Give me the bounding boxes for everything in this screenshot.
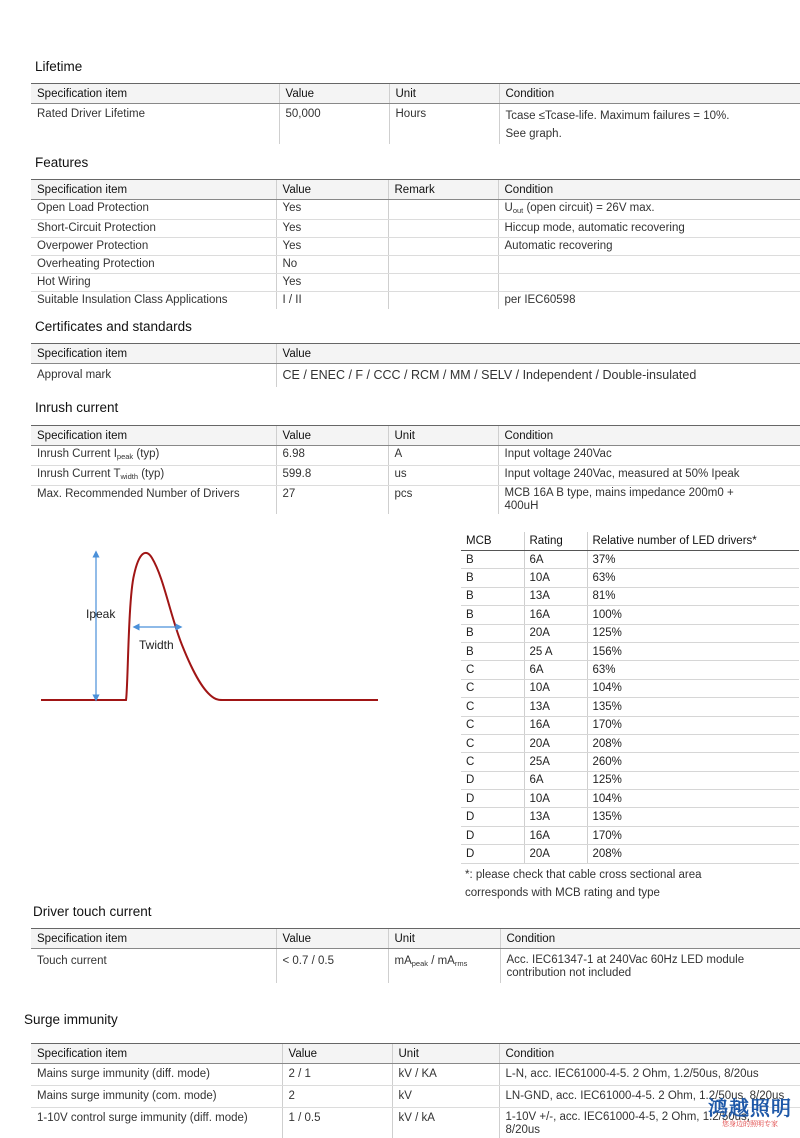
mcb-rating: 20A	[524, 624, 587, 642]
spec-condition: Hiccup mode, automatic recovering	[498, 220, 800, 238]
spec-value: Yes	[276, 200, 388, 220]
mcb-type: D	[461, 771, 524, 789]
mcb-rating: 13A	[524, 587, 587, 605]
table-row	[31, 200, 800, 220]
spec-item: Approval mark	[31, 364, 276, 388]
spec-condition	[498, 256, 800, 274]
mcb-rating: 16A	[524, 606, 587, 624]
spec-remark	[388, 274, 498, 292]
lifetime-table	[31, 83, 800, 144]
spec-item: Open Load Protection	[31, 200, 276, 220]
spec-item: Mains surge immunity (diff. mode)	[31, 1064, 282, 1086]
mcb-row	[461, 845, 799, 863]
spec-unit: kV / KA	[392, 1064, 499, 1086]
spec-value: 2	[282, 1086, 392, 1108]
mcb-type: B	[461, 551, 524, 569]
spec-unit	[388, 949, 500, 984]
table-row	[31, 949, 800, 984]
item-text: (typ)	[138, 468, 164, 480]
relative-drivers: 208%	[587, 845, 799, 863]
condition-line: MCB 16A B type, mains impedance 200m0 +	[505, 487, 795, 500]
relative-drivers: 104%	[587, 679, 799, 697]
column-header: Unit	[388, 929, 500, 949]
mcb-rating: 25 A	[524, 642, 587, 660]
spec-item: Max. Recommended Number of Drivers	[31, 486, 276, 515]
column-header: Value	[282, 1044, 392, 1064]
condition-text: (open circuit) = 26V max.	[526, 202, 654, 214]
mcb-row	[461, 642, 799, 660]
table-header-row	[31, 929, 800, 949]
mcb-rating: 16A	[524, 716, 587, 734]
uout-symbol: U	[505, 202, 513, 214]
spec-item: Rated Driver Lifetime	[31, 104, 279, 145]
watermark-slogan: 您身边的照明专家	[700, 1120, 800, 1129]
spec-item: Suitable Insulation Class Applications	[31, 292, 276, 310]
mcb-rating: 10A	[524, 679, 587, 697]
table-row	[31, 1108, 800, 1138]
spec-condition: Input voltage 240Vac, measured at 50% Ipeak	[498, 466, 800, 486]
mcb-type: B	[461, 606, 524, 624]
approval-marks: CE / ENEC / F / CCC / RCM / MM / SELV / Independent / Double-insulated	[276, 364, 800, 388]
mcb-rating: 6A	[524, 661, 587, 679]
table-row	[31, 1064, 800, 1086]
mcb-rating: 10A	[524, 790, 587, 808]
table-header-row	[31, 180, 800, 200]
touch-table	[31, 928, 800, 983]
column-header: Value	[276, 929, 388, 949]
mcb-table	[461, 532, 799, 864]
condition-line: 8/20us	[506, 1124, 795, 1137]
spec-remark	[388, 238, 498, 256]
column-header: Specification item	[31, 1044, 282, 1064]
features-title: Features	[35, 155, 88, 170]
column-header: Specification item	[31, 344, 276, 364]
lifetime-title: Lifetime	[35, 59, 82, 74]
relative-drivers: 125%	[587, 771, 799, 789]
mcb-type: D	[461, 845, 524, 863]
column-header: Unit	[392, 1044, 499, 1064]
touch-title: Driver touch current	[33, 904, 152, 919]
relative-drivers: 135%	[587, 698, 799, 716]
table-header-row	[31, 344, 800, 364]
relative-drivers: 125%	[587, 624, 799, 642]
column-header: Relative number of LED drivers*	[587, 532, 799, 551]
twidth-label: Twidth	[139, 638, 174, 652]
uout-subscript: out	[513, 206, 523, 215]
table-header-row	[31, 1044, 800, 1064]
spec-unit: Hours	[389, 104, 499, 145]
mcb-rating: 10A	[524, 569, 587, 587]
mcb-rating: 20A	[524, 734, 587, 752]
unit-subscript: peak	[412, 959, 428, 968]
mcb-row	[461, 679, 799, 697]
item-text: Inrush Current T	[37, 468, 121, 480]
inrush-title: Inrush current	[35, 400, 118, 415]
relative-drivers: 37%	[587, 551, 799, 569]
mcb-rating: 25A	[524, 753, 587, 771]
mcb-row	[461, 661, 799, 679]
watermark-text: 鸿越照明	[700, 1098, 800, 1120]
spec-value: < 0.7 / 0.5	[276, 949, 388, 984]
table-row	[31, 256, 800, 274]
spec-item: Touch current	[31, 949, 276, 984]
features-table	[31, 179, 800, 309]
relative-drivers: 104%	[587, 790, 799, 808]
spec-value: 2 / 1	[282, 1064, 392, 1086]
relative-drivers: 81%	[587, 587, 799, 605]
spec-condition	[498, 200, 800, 220]
mcb-type: C	[461, 698, 524, 716]
spec-item: Mains surge immunity (com. mode)	[31, 1086, 282, 1108]
mcb-type: D	[461, 790, 524, 808]
inrush-table	[31, 425, 800, 514]
spec-remark	[388, 200, 498, 220]
column-header: Value	[276, 426, 388, 446]
column-header: Value	[276, 344, 800, 364]
table-row	[31, 292, 800, 310]
spec-item	[31, 446, 276, 466]
mcb-type: C	[461, 734, 524, 752]
column-header: Condition	[500, 929, 800, 949]
spec-condition: Input voltage 240Vac	[498, 446, 800, 466]
relative-drivers: 135%	[587, 808, 799, 826]
spec-value: No	[276, 256, 388, 274]
spec-value: Yes	[276, 238, 388, 256]
column-header: Unit	[389, 84, 499, 104]
mcb-rating: 20A	[524, 845, 587, 863]
mcb-rating: 6A	[524, 771, 587, 789]
mcb-rating: 13A	[524, 698, 587, 716]
relative-drivers: 260%	[587, 753, 799, 771]
spec-value: Yes	[276, 220, 388, 238]
relative-drivers: 170%	[587, 716, 799, 734]
column-header: Specification item	[31, 426, 276, 446]
mcb-type: D	[461, 808, 524, 826]
relative-drivers: 156%	[587, 642, 799, 660]
table-row	[31, 486, 800, 515]
spec-condition	[500, 949, 800, 984]
spec-item: Overpower Protection	[31, 238, 276, 256]
table-row	[31, 220, 800, 238]
spec-condition: per IEC60598	[498, 292, 800, 310]
mcb-row	[461, 753, 799, 771]
column-header: Condition	[498, 180, 800, 200]
column-header: Value	[279, 84, 389, 104]
mcb-table-body	[461, 551, 799, 864]
certificates-title: Certificates and standards	[35, 319, 192, 334]
mcb-row	[461, 698, 799, 716]
item-subscript: peak	[117, 452, 133, 461]
spec-unit: pcs	[388, 486, 498, 515]
mcb-type: C	[461, 753, 524, 771]
mcb-rating: 6A	[524, 551, 587, 569]
spec-value: I / II	[276, 292, 388, 310]
mcb-footnote	[465, 866, 765, 902]
relative-drivers: 63%	[587, 569, 799, 587]
unit-subscript: rms	[455, 959, 468, 968]
mcb-type: C	[461, 679, 524, 697]
mcb-row	[461, 771, 799, 789]
item-text: (typ)	[133, 448, 159, 460]
condition-line: Acc. IEC61347-1 at 240Vac 60Hz LED module	[507, 954, 795, 967]
mcb-rating: 13A	[524, 808, 587, 826]
spec-value: Yes	[276, 274, 388, 292]
spec-unit: us	[388, 466, 498, 486]
mcb-row	[461, 826, 799, 844]
spec-item: Hot Wiring	[31, 274, 276, 292]
note-line: corresponds with MCB rating and type	[465, 884, 765, 902]
spec-condition	[499, 104, 800, 145]
column-header: Specification item	[31, 929, 276, 949]
column-header: Value	[276, 180, 388, 200]
item-text: Inrush Current I	[37, 448, 117, 460]
unit-text: mA	[395, 955, 412, 967]
spec-value: 1 / 0.5	[282, 1108, 392, 1138]
spec-unit: kV	[392, 1086, 499, 1108]
spec-item	[31, 466, 276, 486]
watermark-logo	[700, 1098, 800, 1129]
table-row	[31, 274, 800, 292]
mcb-row	[461, 587, 799, 605]
mcb-type: C	[461, 661, 524, 679]
relative-drivers: 208%	[587, 734, 799, 752]
note-line: *: please check that cable cross sectional area	[465, 866, 765, 884]
mcb-type: D	[461, 826, 524, 844]
mcb-type: B	[461, 569, 524, 587]
column-header: Remark	[388, 180, 498, 200]
column-header: Specification item	[31, 84, 279, 104]
column-header: Rating	[524, 532, 587, 551]
spec-condition	[498, 274, 800, 292]
spec-remark	[388, 220, 498, 238]
condition-line: 400uH	[505, 500, 795, 513]
table-row	[31, 104, 800, 145]
unit-text: / mA	[428, 955, 455, 967]
table-row	[31, 364, 800, 388]
table-row	[31, 238, 800, 256]
spec-value: 6.98	[276, 446, 388, 466]
column-header: MCB	[461, 532, 524, 551]
spec-item: Short-Circuit Protection	[31, 220, 276, 238]
pulse-curve	[41, 553, 378, 700]
condition-line: 1-10V +/-, acc. IEC61000-4-5, 2 Ohm, 1.2/50us,	[506, 1111, 795, 1124]
mcb-type: C	[461, 716, 524, 734]
mcb-row	[461, 606, 799, 624]
spec-unit: kV / kA	[392, 1108, 499, 1138]
surge-table	[31, 1043, 800, 1138]
mcb-row	[461, 624, 799, 642]
relative-drivers: 100%	[587, 606, 799, 624]
spec-item: 1-10V control surge immunity (diff. mode)	[31, 1108, 282, 1138]
item-subscript: width	[121, 472, 139, 481]
mcb-row	[461, 716, 799, 734]
mcb-row	[461, 551, 799, 569]
mcb-row	[461, 790, 799, 808]
mcb-row	[461, 569, 799, 587]
spec-condition	[498, 486, 800, 515]
condition-line: contribution not included	[507, 967, 795, 980]
table-header-row	[31, 84, 800, 104]
table-header-row	[31, 426, 800, 446]
table-header-row	[461, 532, 799, 551]
spec-value: 599.8	[276, 466, 388, 486]
ipeak-label: Ipeak	[86, 607, 116, 621]
spec-value: 50,000	[279, 104, 389, 145]
relative-drivers: 63%	[587, 661, 799, 679]
condition-line: See graph.	[506, 125, 795, 143]
relative-drivers: 170%	[587, 826, 799, 844]
mcb-type: B	[461, 587, 524, 605]
spec-remark	[388, 256, 498, 274]
table-row	[31, 1086, 800, 1108]
certificates-table	[31, 343, 800, 387]
inrush-pulse-graph	[36, 540, 386, 715]
condition-line: Tcase ≤Tcase-life. Maximum failures = 10%.	[506, 107, 795, 125]
column-header: Condition	[499, 84, 800, 104]
spec-value: 27	[276, 486, 388, 515]
spec-condition: L-N, acc. IEC61000-4-5. 2 Ohm, 1.2/50us, 8/20us	[499, 1064, 800, 1086]
table-row	[31, 466, 800, 486]
mcb-row	[461, 734, 799, 752]
column-header: Specification item	[31, 180, 276, 200]
spec-item: Overheating Protection	[31, 256, 276, 274]
column-header: Condition	[498, 426, 800, 446]
spec-unit: A	[388, 446, 498, 466]
mcb-row	[461, 808, 799, 826]
column-header: Unit	[388, 426, 498, 446]
surge-title: Surge immunity	[24, 1012, 118, 1027]
mcb-rating: 16A	[524, 826, 587, 844]
table-row	[31, 446, 800, 466]
spec-remark	[388, 292, 498, 310]
spec-condition: LN-GND, acc. IEC61000-4-5. 2 Ohm, 1.2/50us, 8/20us	[499, 1086, 800, 1108]
spec-condition: Automatic recovering	[498, 238, 800, 256]
mcb-type: B	[461, 624, 524, 642]
column-header: Condition	[499, 1044, 800, 1064]
mcb-type: B	[461, 642, 524, 660]
